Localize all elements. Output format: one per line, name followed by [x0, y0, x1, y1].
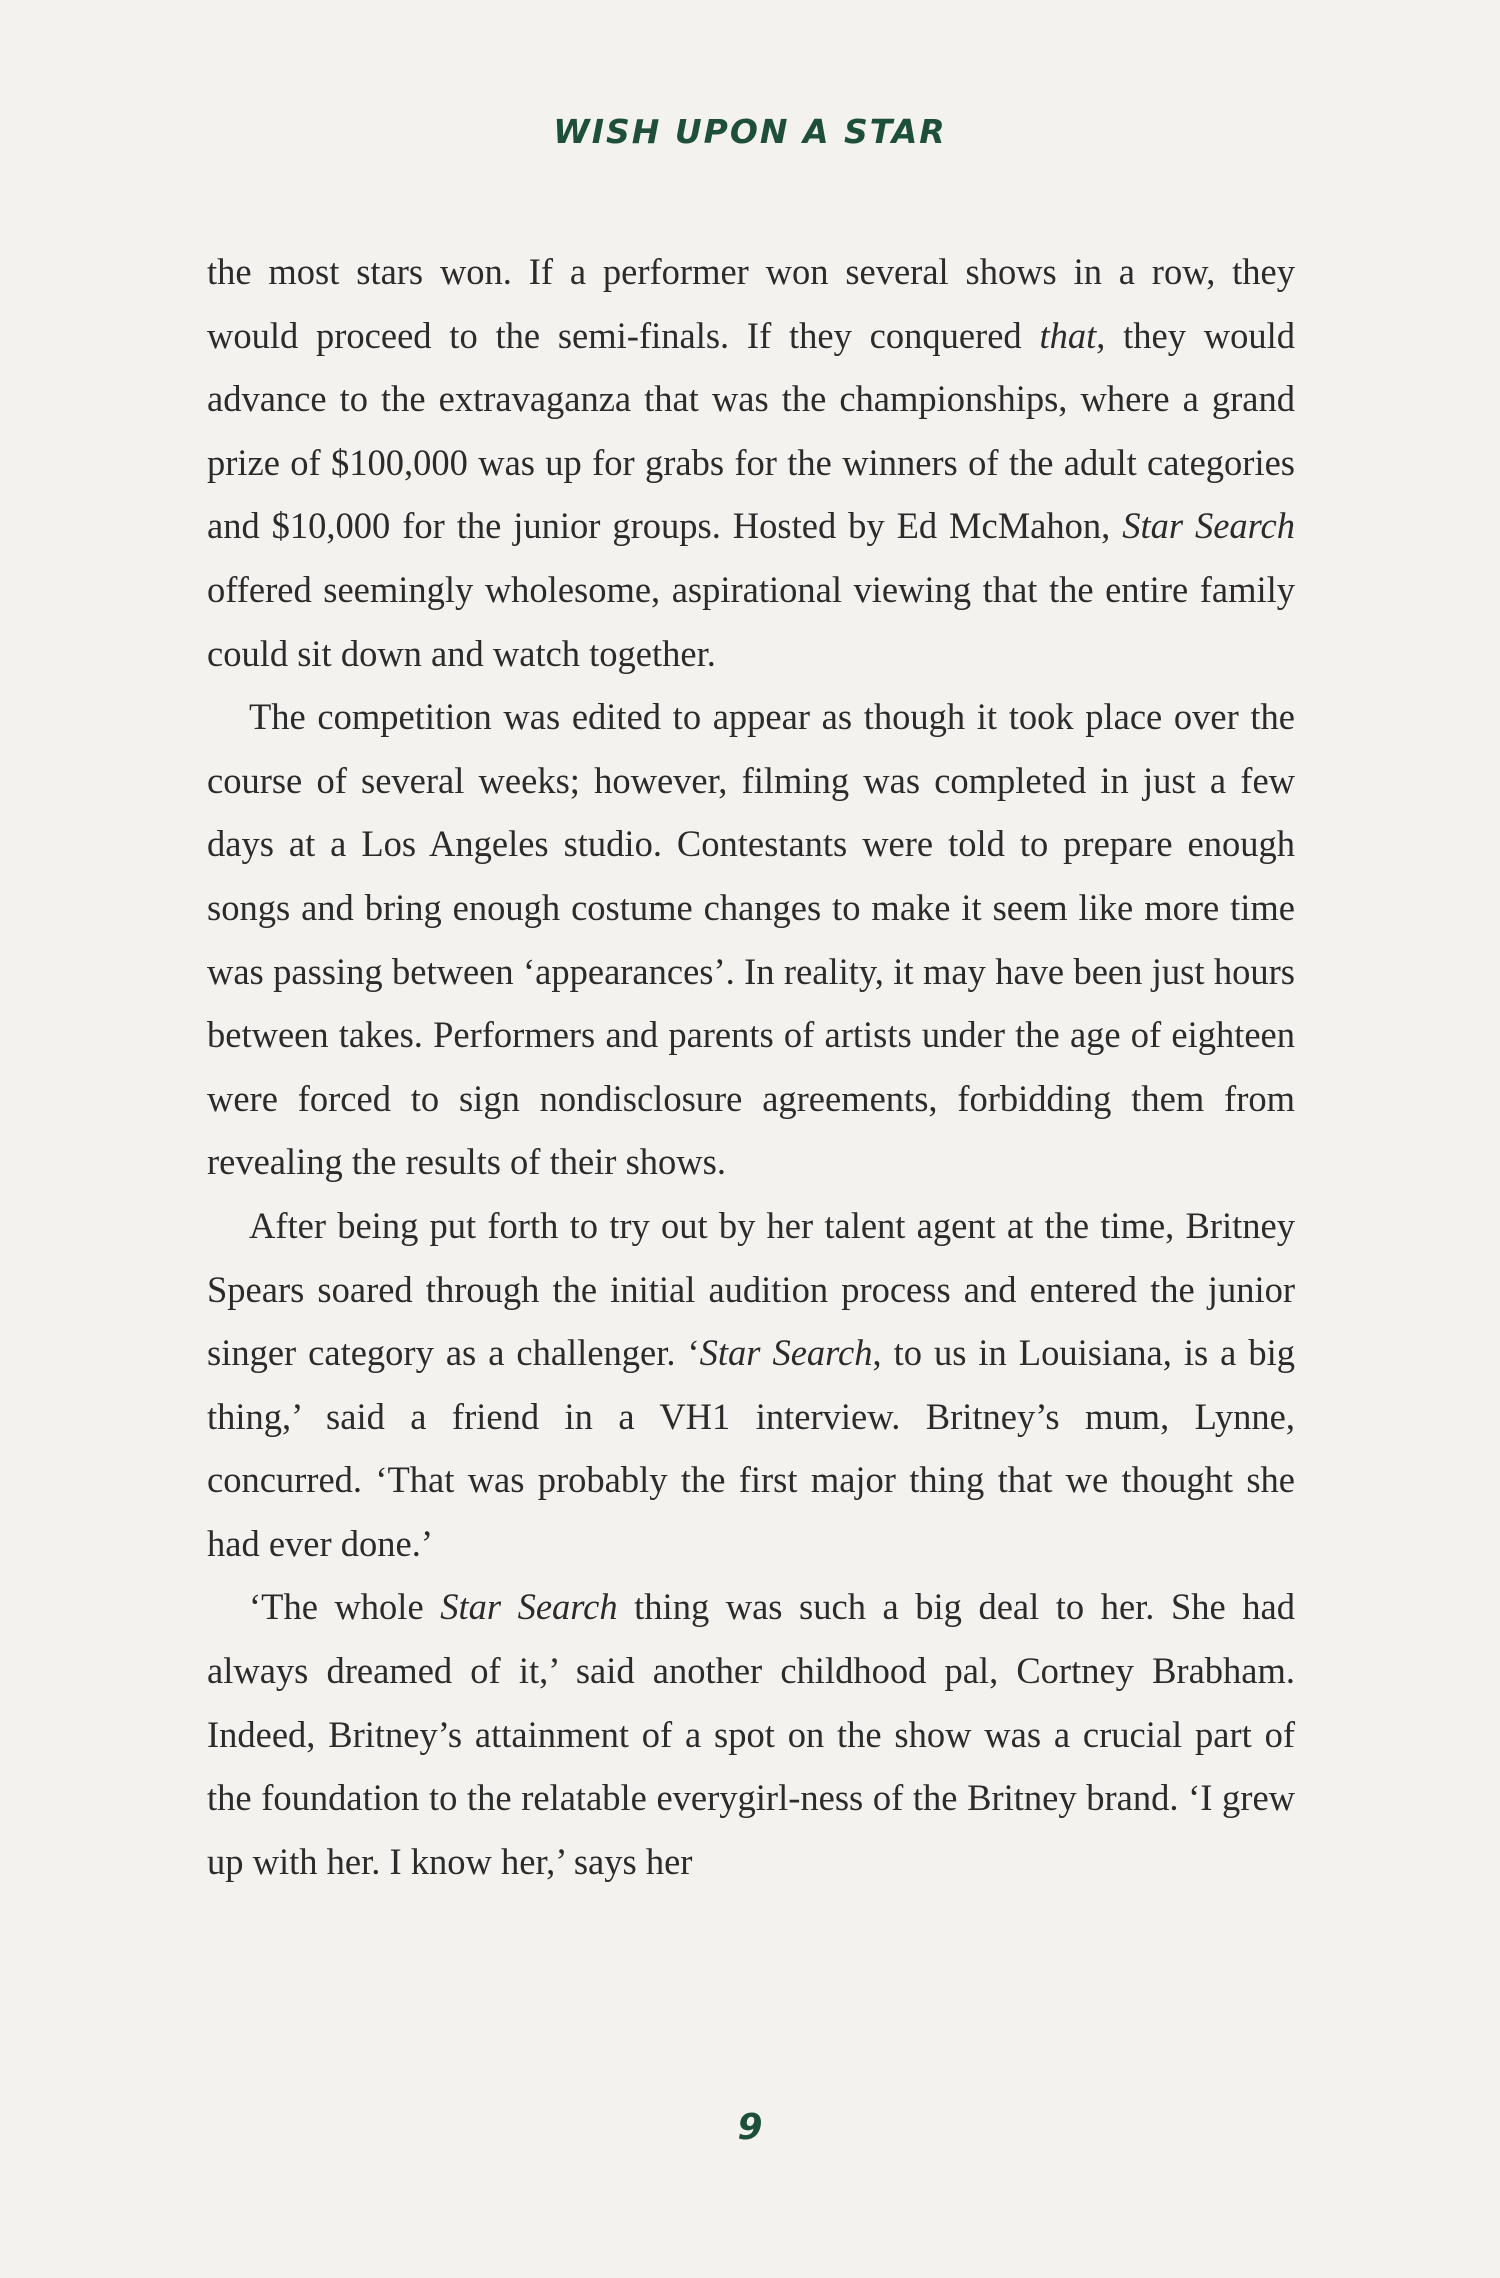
page-number: 9 [737, 2107, 763, 2148]
paragraph-1 [207, 240, 1295, 685]
paragraph-3 [207, 1194, 1295, 1576]
body-text [207, 240, 1295, 1893]
paragraph-4-text-c: thing was such a big deal to her. She had always dreamed of it,’ said another childhood pal, Cortney Brabham. Indeed, Britney’s attainment of a spot on the show was a crucial part of the foundation to the relatable everygirl-ness of the Britney brand. ‘I grew up with her. I know her,’ says her [207, 1586, 1295, 1882]
paragraph-4-title-star-search: Star Search [440, 1586, 618, 1628]
paragraph-2: The competition was edited to appear as though it took place over the course of several weeks; however, filming was completed in just a few days at a Los Angeles studio. Contestants were told to prepare enough songs and bring enough costume changes to make it seem like more time was passing between ‘appearances’. In reality, it may have been just hours between takes. Performers and parents of artists under the age of eighteen were forced to sign nondisclosure agreements, forbidding them from revealing the results of their shows. [207, 696, 1295, 1183]
paragraph-3-title-star-search: Star Search [699, 1332, 873, 1374]
paragraph-1-text-c: , they would advance to the extravaganza that was the championships, where a grand prize of $100,000 was up for grabs for the winners of the adult categories and $10,000 for the junior groups. Hosted by Ed McMahon, [207, 314, 1296, 547]
paragraph-4 [207, 1575, 1295, 1893]
running-head: WISH UPON A STAR [553, 112, 947, 151]
paragraph-1-title-star-search: Star Search [1122, 505, 1295, 547]
paragraph-1-text-a: the most stars won. If a performer won several shows in a row, they would proceed to the semi-finals. If they conquered [207, 251, 1295, 356]
paragraph-1-emphasis-that: that [1039, 314, 1097, 356]
paragraph-3-text-a: After being put forth to try out by her talent agent at the time, Britney Spears soared through the initial audition process and entered the junior singer category as a challenger. ‘ [207, 1204, 1295, 1374]
paragraph-4-text-a: ‘The whole [249, 1586, 441, 1628]
paragraph-1-text-e: offered seemingly wholesome, aspirational viewing that the entire family could sit down and watch together. [207, 568, 1295, 674]
paragraph-3-text-c: , to us in Louisiana, is a big thing,’ said a friend in a VH1 interview. Britney’s mum, Lynne, concurred. ‘That was probably the first major thing that we thought she had ever done.’ [207, 1332, 1295, 1564]
